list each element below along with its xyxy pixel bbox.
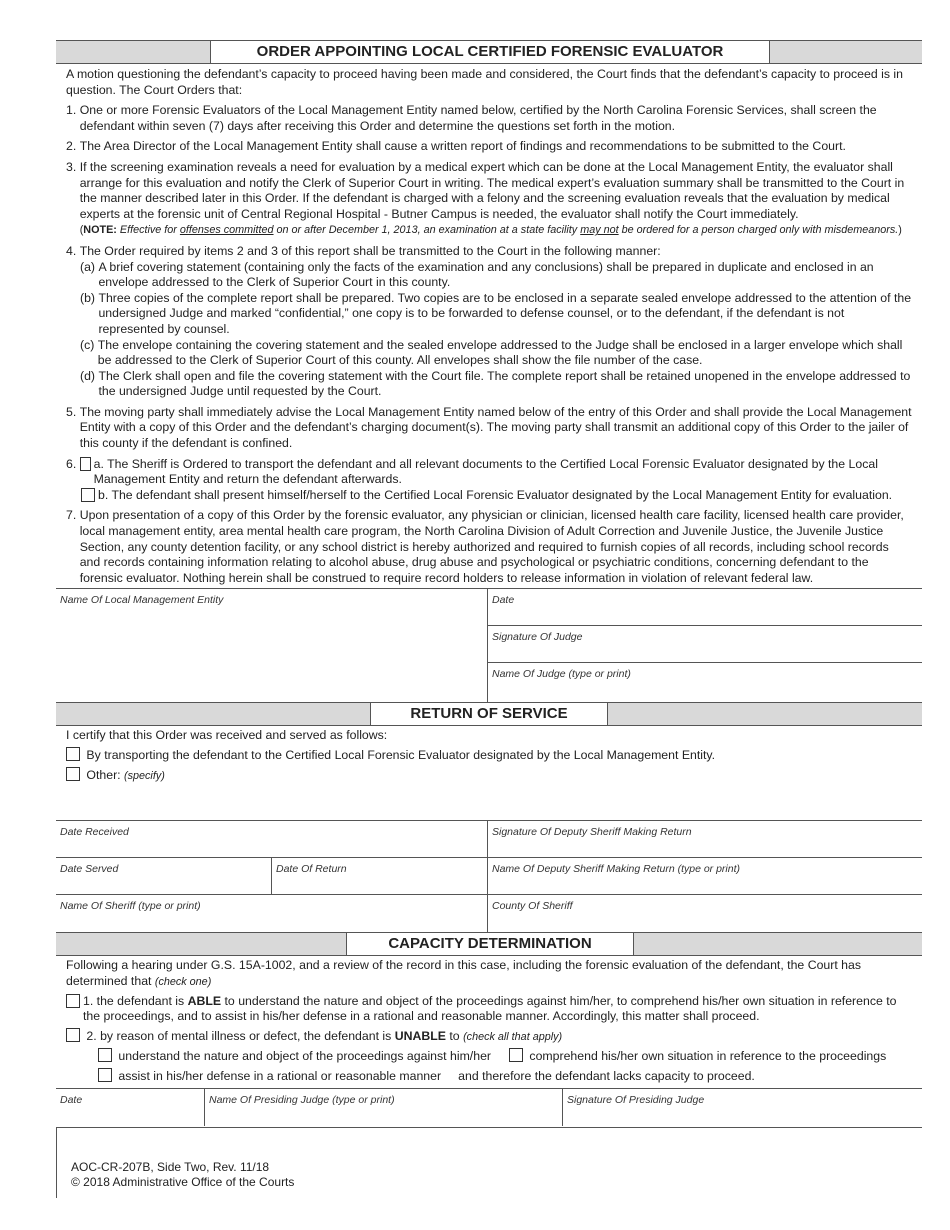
judge-signature-block xyxy=(56,588,922,702)
item-4c: (c) The envelope containing the covering statement and the sealed envelope addressed to the Judge shall be enclosed in a larger envelope which shall be addressed to the Clerk of Superior Court of this county. All envelopes shall show the file number of the case. xyxy=(80,337,903,368)
intro-text: A motion questioning the defendant’s capacity to proceed having been made and considered, the Court finds that the defendant’s capacity to proceed is in question. The Court Orders that: xyxy=(66,67,903,97)
item-6b: b. The defendant shall present himself/herself to the Certified Local Forensic Evaluator designated by the Local Management Entity for evaluation. xyxy=(56,488,922,504)
able-checkbox[interactable] xyxy=(66,994,80,1008)
item-4a: (a) A brief covering statement (containing only the facts of the examination and any conclusions) shall be prepared in duplicate and enclosed in an envelope addressed to the Clerk of Superior Court in this county. xyxy=(80,259,874,290)
item-2: 2. The Area Director of the Local Management Entity shall cause a written report of findings and recommendations to be submitted to the Court. xyxy=(66,139,846,154)
service-options: I certify that this Order was received and served as follows: By transporting the defendant to the Certified Local Forensic Evaluator designated by the Local Management Entity. Other: (specify) xyxy=(66,728,716,782)
copyright: © 2018 Administrative Office of the Courts xyxy=(71,1175,295,1189)
item-4d: (d) The Clerk shall open and file the covering statement with the Court file. The complete report shall be retained unopened in the envelope addressed to the undersigned Judge until requested by the Court. xyxy=(80,368,911,399)
item-3: 3. If the screening examination reveals a need for evaluation by a medical expert which can be done at the Local Management Entity, the evaluator shall arrange for this evaluation and notify the Clerk of Superior Court in writing. The medical expert’s evaluation summary shall be transmitted to the Court in the manner described later in this Order. If the defendant is charged with a felony and the screening evaluation reveals that the evaluation by medical experts at the forensic unit of Central Regional Hospital - Butner Campus is needed, the evaluator shall notify the Court immediately. (NOTE: Effective for offenses committed on or after December 1, 2013, an examination at a state facility may not be ordered for a person charged only with misdemeanors.) xyxy=(66,159,905,237)
item-7: 7. Upon presentation of a copy of this Order by the forensic evaluator, any physician or clinician, licensed health care facility, licensed health care provider, local management entity, area mental health care program, the North Carolina Division of Adult Correction and Juvenile Justice, the Juvenile Justice Section, any county detention facility, or any school district is hereby authorized and required to furnish copies of all records, including school records and records containing information relating to alcohol abuse, drug abuse and psychological or psychiatric conditions, concerning defendant to the forensic evaluator. Nothing herein shall be construed to require record holders to release information in violation of relevant federal law. xyxy=(66,508,904,585)
sheriff-transport-checkbox[interactable] xyxy=(80,457,91,471)
order-body xyxy=(56,64,922,586)
unable-criteria-row-2: assist in his/her defense in a rational or reasonable manner and therefore the defendant lacks capacity to proceed. xyxy=(66,1068,912,1085)
unable-checkbox[interactable] xyxy=(66,1028,80,1042)
self-present-checkbox[interactable] xyxy=(81,488,95,502)
other-checkbox[interactable] xyxy=(66,767,80,781)
judge-name-field[interactable]: Name Of Judge (type or print) xyxy=(492,668,631,681)
capacity-title: CAPACITY DETERMINATION xyxy=(346,932,634,956)
capacity-date-field[interactable]: Date xyxy=(56,1089,205,1126)
deputy-name-field[interactable]: Name Of Deputy Sheriff Making Return (type or print) xyxy=(488,858,922,895)
form-number: AOC-CR-207B, Side Two, Rev. 11/18 xyxy=(71,1160,270,1174)
item-6a: 6. a. The Sheriff is Ordered to transport the defendant and all relevant documents to the Certified Local Forensic Evaluator designated by the Local Management Entity and return the defendant afterwards. xyxy=(66,456,878,487)
date-received-field[interactable]: Date Received xyxy=(56,821,488,858)
capacity-options: Following a hearing under G.S. 15A-1002, and a review of the record in this case, including the forensic evaluation of the defendant, the Court has determined that (check one) 1. the defendant is ABLE to understand the nature and object of the proceedings against him/her, to comprehend his/her own situation in reference to the proceedings, and to assist in his/her defense in a rational and reasonable manner. Accordingly, this matter shall proceed. 2. by reason of mental illness or defect, the defendant is UNABLE to (check all that apply) understand the nature and object of the proceedings against him/her comprehend his/her own situation in reference to the proceedings assist in his/her defense in a rational or reasonable manner and therefore the defendant lacks capacity to proceed. xyxy=(56,956,922,1088)
deputy-signature-field[interactable]: Signature Of Deputy Sheriff Making Return xyxy=(488,821,922,858)
unable-criteria-row-1: understand the nature and object of the proceedings against him/her comprehend his/her own situation in reference to the proceedings xyxy=(66,1048,912,1065)
capacity-bar xyxy=(56,932,922,956)
understand-checkbox[interactable] xyxy=(98,1048,112,1062)
form-title: ORDER APPOINTING LOCAL CERTIFIED FORENSIC EVALUATOR xyxy=(210,40,770,64)
service-fields xyxy=(56,820,922,932)
assist-checkbox[interactable] xyxy=(98,1068,112,1082)
form-page xyxy=(56,40,922,1198)
presiding-judge-name-field[interactable]: Name Of Presiding Judge (type or print) xyxy=(205,1089,563,1126)
item-1: 1. One or more Forensic Evaluators of the Local Management Entity named below, certified by the North Carolina Forensic Services, shall screen the defendant within seven (7) days after receiving this Order and determine the questions set forth in the motion. xyxy=(66,103,877,133)
unable-option: 2. by reason of mental illness or defect, the defendant is UNABLE to (check all that apply) xyxy=(66,1028,912,1046)
presiding-judge-block xyxy=(56,1088,922,1128)
lme-name-field[interactable]: Name Of Local Management Entity xyxy=(56,589,488,702)
date-served-field[interactable]: Date Served xyxy=(56,858,272,895)
sheriff-name-field[interactable]: Name Of Sheriff (type or print) xyxy=(56,895,488,932)
presiding-judge-signature-field[interactable]: Signature Of Presiding Judge xyxy=(567,1094,705,1107)
return-of-service-bar xyxy=(56,702,922,726)
item-4b: (b) Three copies of the complete report shall be prepared. Two copies are to be enclosed in a separate sealed envelope addressed to the attention of the undersigned Judge and marked “confidential,” one copy is to be forwarded to defense counsel, or to the defendant, if the defendant is not represented by counsel. xyxy=(80,290,912,336)
item-4: 4. The Order required by items 2 and 3 of this report shall be transmitted to the Court in the following manner: xyxy=(66,243,661,258)
sheriff-county-field[interactable]: County Of Sheriff xyxy=(492,900,573,913)
judge-signature-field[interactable]: Signature Of Judge xyxy=(488,626,922,663)
order-date-field[interactable]: Date xyxy=(488,589,922,626)
item-5: 5. The moving party shall immediately advise the Local Management Entity named below of the entry of this Order and shall provide the Local Management Entity with a copy of this Order and the defendant’s charging document(s). The moving party shall transmit an additional copy of this Order to the jailer of this county if the defendant is confined. xyxy=(66,404,912,451)
transport-checkbox[interactable] xyxy=(66,747,80,761)
return-of-service-title: RETURN OF SERVICE xyxy=(370,702,608,726)
date-of-return-field[interactable]: Date Of Return xyxy=(272,858,488,895)
note-misdemeanors: (NOTE: Effective for offenses committed on or after December 1, 2013, an examination at a state facility may not be ordered for a person charged only with misdemeanors.) xyxy=(79,224,902,237)
form-footer xyxy=(71,1160,294,1190)
title-bar xyxy=(56,40,922,64)
comprehend-checkbox[interactable] xyxy=(509,1048,523,1062)
able-option: 1. the defendant is ABLE to understand the nature and object of the proceedings against him/her, to comprehend his/her own situation in reference to the proceedings, and to assist in his/her defense in a rational and reasonable manner. Accordingly, this matter shall proceed. xyxy=(66,994,912,1025)
